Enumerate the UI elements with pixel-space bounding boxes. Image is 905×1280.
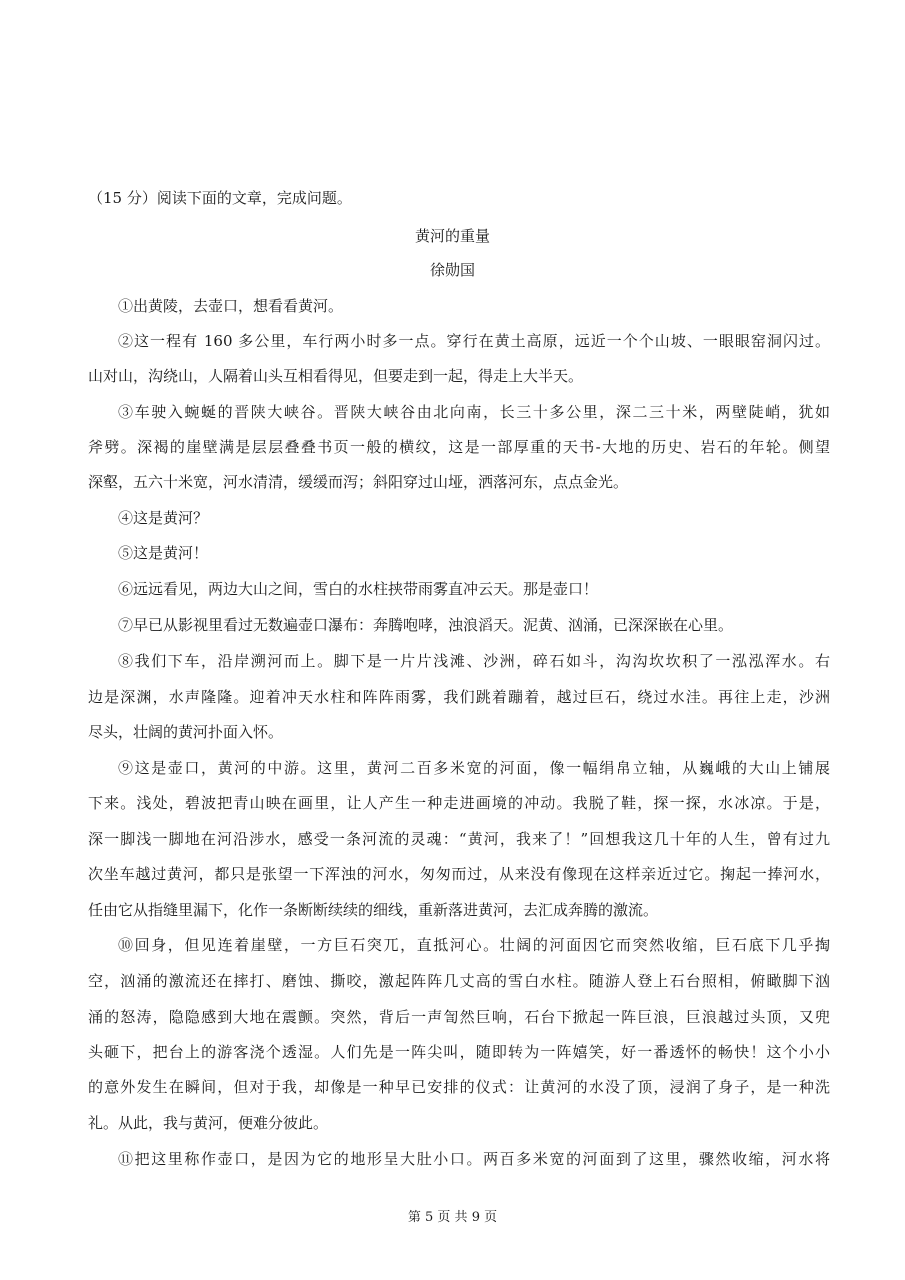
paragraph-line: 次坐车越过黄河，都只是张望一下浑浊的河水，匆匆而过，从来没有像现在这样亲近过它。掬起一捧河水，: [88, 865, 830, 883]
paragraph-line: ⑨这是壶口，黄河的中游。这里，黄河二百多米宽的河面，像一幅绢帛立轴，从巍峨的大山上铺展: [118, 759, 830, 777]
paragraph-line: 的意外发生在瞬间，但对于我，却像是一种早已安排的仪式：让黄河的水没了顶，浸润了身子，是一种洗: [88, 1078, 830, 1096]
article-author: 徐勋国: [429, 261, 475, 279]
paragraph-line: 斧劈。深褐的崖壁满是层层叠叠书页一般的横纹，这是一部厚重的天书-大地的历史、岩石的年轮。侧望: [88, 438, 830, 456]
paragraph-line: ⑥远远看见，两边大山之间，雪白的水柱挟带雨雾直冲云天。那是壶口！: [118, 580, 599, 598]
paragraph-line: 空，汹涌的激流还在摔打、磨蚀、撕咬，激起阵阵几丈高的雪白水柱。随游人登上石台照相，俯瞰脚下汹: [88, 972, 830, 990]
paragraph-line: 深一脚浅一脚地在河沿涉水，感受一条河流的灵魂：“黄河，我来了！”回想我这几十年的人生，曾有过九: [88, 830, 830, 848]
paragraph-line: 礼。从此，我与黄河，便难分彼此。: [88, 1114, 329, 1132]
paragraph-line: ⑦早已从影视里看过无数遍壶口瀑布：奔腾咆哮，浊浪滔天。泥黄、汹涌，已深深嵌在心里。: [118, 616, 734, 634]
paragraph-line: 任由它从指缝里漏下，化作一条断断续续的细线，重新落进黄河，去汇成奔腾的激流。: [88, 901, 659, 919]
paragraph-line: ①出黄陵，去壶口，想看看黄河。: [118, 297, 344, 315]
paragraph-line: ②这一程有 160 多公里，车行两小时多一点。穿行在黄土高原，远近一个个山坡、一眼眼窑洞闪过。: [118, 332, 830, 350]
paragraph-line: 边是深渊，水声隆隆。迎着冲天水柱和阵阵雨雾，我们跳着蹦着，越过巨石，绕过水洼。再往上走，沙洲: [88, 688, 830, 706]
paragraph-line: 下来。浅处，碧波把青山映在画里，让人产生一种走进画境的冲动。我脱了鞋，探一探，水冰凉。于是，: [88, 794, 830, 812]
paragraph-line: ⑩回身，但见连着崖壁，一方巨石突兀，直抵河心。壮阔的河面因它而突然收缩，巨石底下几乎掏: [118, 936, 830, 954]
paragraph-line: 头砸下，把台上的游客浇个透湿。人们先是一阵尖叫，随即转为一阵嬉笑，好一番透怀的畅快！这个小小: [88, 1043, 830, 1061]
paragraph-line: ⑤这是黄河！: [118, 544, 209, 562]
paragraph-line: ⑧我们下车，沿岸溯河而上。脚下是一片片浅滩、沙洲，碎石如斗，沟沟坎坎积了一泓泓浑水。右: [118, 652, 830, 670]
paragraph-line: ⑪把这里称作壶口，是因为它的地形呈大肚小口。两百多米宽的河面到了这里，骤然收缩，河水将: [118, 1150, 830, 1168]
paragraph-line: ④这是黄河？: [118, 509, 209, 527]
question-intro: （15 分）阅读下面的文章，完成问题。: [88, 189, 352, 207]
article-title: 黄河的重量: [414, 227, 490, 245]
paragraph-line: 涌的怒涛，隐隐感到大地在震颤。突然，背后一声訇然巨响，石台下掀起一阵巨浪，巨浪越过头顶，又兜: [88, 1008, 830, 1026]
paragraph-line: ③车驶入蜿蜒的晋陕大峡谷。晋陕大峡谷由北向南，长三十多公里，深二三十米，两壁陡峭，犹如: [118, 403, 830, 421]
page-number: 第 5 页 共 9 页: [407, 1210, 498, 1225]
paragraph-line: 尽头，壮阔的黄河扑面入怀。: [88, 723, 284, 741]
paragraph-line: 山对山，沟绕山，人隔着山头互相看得见，但要走到一起，得走上大半天。: [88, 367, 584, 385]
paragraph-line: 深壑，五六十米宽，河水清清，缓缓而泻；斜阳穿过山垭，洒落河东，点点金光。: [88, 473, 629, 491]
